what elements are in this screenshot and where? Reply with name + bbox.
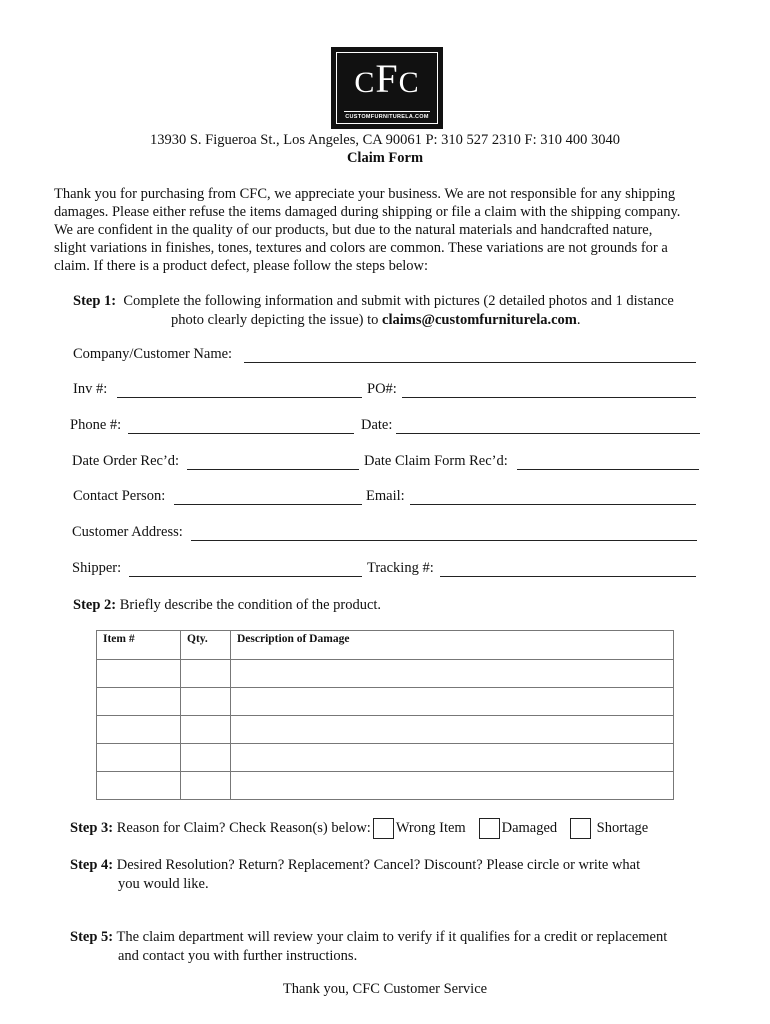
qty-cell[interactable] — [181, 688, 231, 716]
description-cell[interactable] — [231, 660, 674, 688]
date-claim-field[interactable] — [517, 468, 699, 470]
intro-line: Thank you for purchasing from CFC, we appreciate your business. We are not responsible for any shipping — [54, 186, 676, 202]
contact-label: Contact Person: — [73, 488, 166, 504]
intro-line: claim. If there is a product defect, please follow the steps below: — [54, 258, 429, 274]
step-3-text: Reason for Claim? Check Reason(s) below: — [116, 819, 371, 836]
table-row — [97, 716, 674, 744]
contact-field[interactable] — [174, 503, 362, 505]
item-cell[interactable] — [97, 716, 181, 744]
logo-url: CUSTOMFURNITURELA.COM — [345, 114, 429, 120]
description-cell[interactable] — [231, 772, 674, 800]
qty-cell[interactable] — [181, 772, 231, 800]
item-cell[interactable] — [97, 744, 181, 772]
wrong-item-label: Wrong Item — [395, 819, 466, 836]
description-cell[interactable] — [231, 744, 674, 772]
date-field[interactable] — [396, 432, 700, 434]
shortage-label: Shortage — [596, 819, 649, 836]
step-4-text: Desired Resolution? Return? Replacement? Cancel? Discount? Please circle or write what — [116, 857, 641, 873]
table-row — [97, 688, 674, 716]
date-order-field[interactable] — [187, 468, 359, 470]
col-item: Item # — [97, 631, 181, 660]
description-cell[interactable] — [231, 716, 674, 744]
step-5-text-cont: and contact you with further instructions. — [118, 948, 358, 964]
company-address: 13930 S. Figueroa St., Los Angeles, CA 90061 P: 310 527 2310 F: 310 400 3040 — [149, 132, 621, 148]
qty-cell[interactable] — [181, 660, 231, 688]
intro-paragraph — [54, 185, 719, 275]
inv-field[interactable] — [117, 396, 362, 398]
step-5 — [70, 928, 730, 966]
item-cell[interactable] — [97, 688, 181, 716]
date-claim-label: Date Claim Form Rec’d: — [364, 453, 508, 469]
shortage-checkbox[interactable] — [570, 818, 591, 839]
step-4-text-cont: you would like. — [118, 876, 209, 892]
company-field[interactable] — [244, 361, 696, 363]
step-2-text: Briefly describe the condition of the product. — [119, 597, 382, 613]
intro-line: We are confident in the quality of our products, but due to the natural materials and handcrafted nature, — [54, 222, 653, 238]
step-1-text: Complete the following information and submit with pictures (2 detailed photos and 1 distance — [123, 293, 674, 309]
step-1-text-cont: photo clearly depicting the issue) to — [171, 312, 383, 328]
col-qty: Qty. — [181, 631, 231, 660]
email-label: Email: — [366, 488, 405, 504]
damaged-checkbox[interactable] — [479, 818, 500, 839]
step-5-text: The claim department will review your claim to verify if it qualifies for a credit or replacement — [116, 929, 668, 945]
date-label: Date: — [361, 417, 393, 433]
claims-email: claims@customfurniturela.com — [382, 312, 577, 328]
tracking-field[interactable] — [440, 575, 696, 577]
step-5-label: Step 5: — [70, 929, 114, 945]
qty-cell[interactable] — [181, 716, 231, 744]
inv-label: Inv #: — [73, 381, 108, 397]
description-cell[interactable] — [231, 688, 674, 716]
tracking-label: Tracking #: — [367, 560, 434, 576]
logo-mark: CFC — [354, 56, 420, 101]
po-field[interactable] — [402, 396, 696, 398]
step-1-label: Step 1: — [73, 293, 117, 309]
email-field[interactable] — [410, 503, 696, 505]
shipper-field[interactable] — [129, 575, 362, 577]
table-header-row — [97, 631, 674, 660]
wrong-item-checkbox[interactable] — [373, 818, 394, 839]
damaged-label: Damaged — [501, 819, 558, 836]
step-2-label: Step 2: — [73, 597, 117, 613]
po-label: PO#: — [367, 381, 397, 397]
closing-thanks: Thank you, CFC Customer Service — [282, 981, 488, 997]
shipper-label: Shipper: — [72, 560, 122, 576]
item-cell[interactable] — [97, 660, 181, 688]
col-description: Description of Damage — [231, 631, 674, 660]
intro-line: slight variations in finishes, tones, textures and colors are common. These variations are not grounds for a — [54, 240, 668, 256]
step-2 — [73, 596, 733, 615]
company-label: Company/Customer Name: — [73, 346, 233, 362]
step-4 — [70, 856, 730, 894]
customer-address-label: Customer Address: — [72, 524, 183, 540]
step-4-label: Step 4: — [70, 857, 114, 873]
damage-table — [96, 630, 674, 800]
step-1: Step 1: Complete the following information and submit with pictures (2 detailed photos and 1 distance photo clearly depicting the issue) to claims@customfurniturela.com. — [73, 293, 674, 328]
customer-address-field[interactable] — [191, 539, 697, 541]
table-row — [97, 744, 674, 772]
intro-line: damages. Please either refuse the items damaged during shipping or file a claim with the shipping company. — [54, 204, 681, 220]
item-cell[interactable] — [97, 772, 181, 800]
step-3-label: Step 3: — [70, 819, 114, 836]
qty-cell[interactable] — [181, 744, 231, 772]
cfc-logo — [331, 47, 443, 129]
step-3 — [70, 818, 730, 839]
table-row — [97, 660, 674, 688]
phone-label: Phone #: — [70, 417, 122, 433]
form-title: Claim Form — [346, 150, 424, 166]
phone-field[interactable] — [128, 432, 354, 434]
table-row — [97, 772, 674, 800]
date-order-label: Date Order Rec’d: — [72, 453, 180, 469]
